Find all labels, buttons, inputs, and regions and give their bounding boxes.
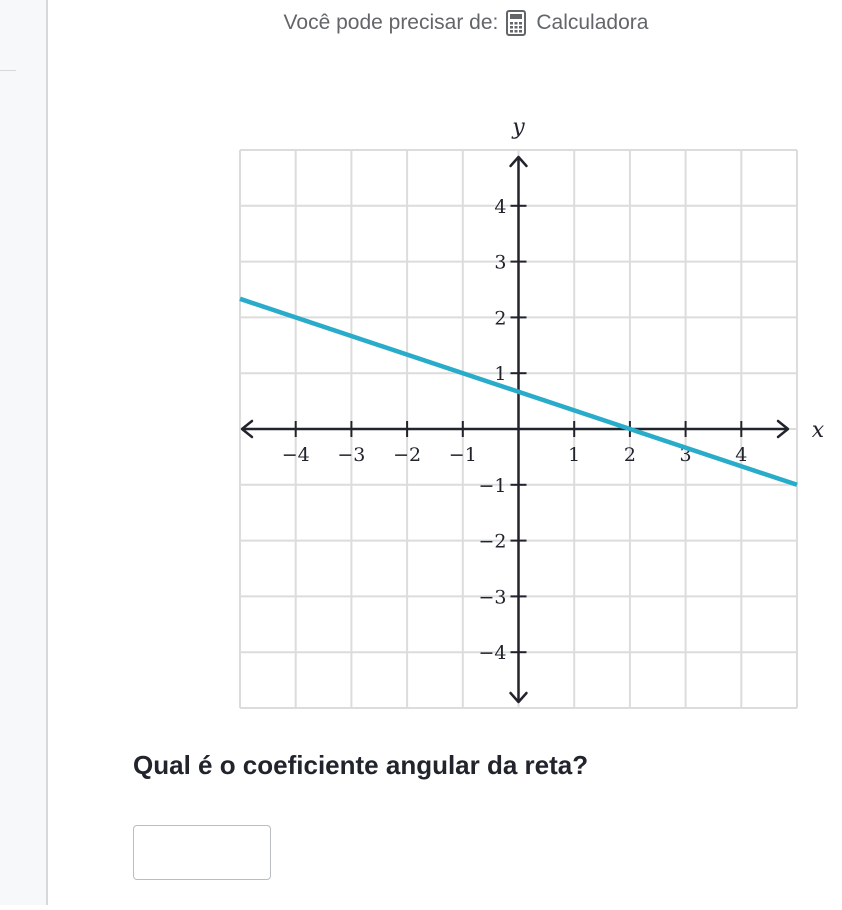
x-axis-label: x — [811, 418, 825, 443]
x-tick-label: 2 — [623, 444, 636, 466]
question-text: Qual é o coeficiente angular da reta? — [133, 750, 589, 780]
x-tick-label: 4 — [735, 444, 748, 466]
hint-prefix: Você pode precisar de: — [283, 11, 499, 34]
x-tick-label: −4 — [281, 444, 310, 466]
y-tick-label: 3 — [494, 251, 507, 274]
calculator-label: Calculadora — [536, 11, 649, 34]
y-axis-label: y — [512, 115, 525, 140]
x-tick-label: 1 — [568, 444, 581, 466]
y-tick-label: −4 — [478, 642, 507, 665]
x-tick-label: −2 — [393, 444, 422, 466]
y-tick-label: −3 — [478, 586, 507, 609]
y-tick-label: −2 — [478, 530, 507, 553]
y-tick-label: 2 — [494, 307, 507, 330]
x-tick-label: −1 — [448, 444, 477, 466]
y-tick-label: 4 — [494, 195, 507, 218]
x-tick-label: 3 — [679, 444, 692, 466]
answer-input[interactable] — [133, 825, 271, 880]
axes — [242, 157, 788, 702]
y-tick-label: −1 — [478, 474, 507, 497]
y-tick-label: 1 — [494, 363, 507, 386]
x-tick-label: −3 — [337, 444, 366, 466]
